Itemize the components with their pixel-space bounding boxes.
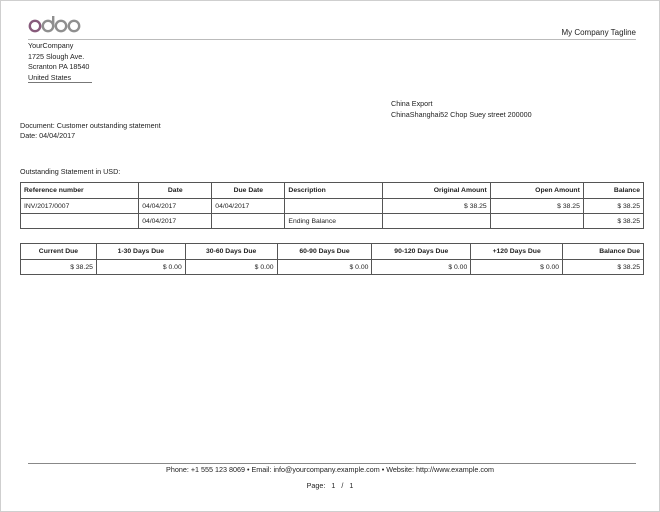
address-underline: [28, 82, 92, 83]
document-info: [20, 121, 161, 141]
company-city: Scranton PA 18540: [28, 62, 90, 72]
col-1-30-days-due: 1-30 Days Due: [96, 244, 185, 260]
table-row: [21, 260, 644, 275]
company-address: [28, 41, 89, 83]
col-60-90-days-due: 60-90 Days Due: [277, 244, 372, 260]
statement-header-row: [21, 183, 644, 199]
cell-120-plus-days-due: $ 0.00: [471, 260, 563, 275]
cell-60-90-days-due: $ 0.00: [277, 260, 372, 275]
cell-90-120-days-due: $ 0.00: [372, 260, 471, 275]
page-current: 1: [331, 481, 336, 490]
footer-contact: Phone: +1 555 123 8069 • Email: info@yourcompany.example.com • Website: http://www.example.com: [166, 465, 494, 474]
cell-reference: INV/2017/0007: [21, 199, 139, 214]
cell-original-amount: $ 38.25: [382, 199, 490, 214]
partner-address: [391, 99, 532, 120]
document-title: Document: Customer outstanding statement: [20, 121, 161, 130]
aging-table: [20, 243, 644, 275]
table-row: [21, 199, 644, 214]
page-label: Page:: [306, 481, 326, 490]
table-row: [21, 214, 644, 229]
page-total: 1: [349, 481, 354, 490]
col-reference-number: Reference number: [21, 183, 139, 199]
header-divider: [28, 39, 636, 40]
company-tagline: My Company Tagline: [561, 28, 636, 37]
cell-date: 04/04/2017: [139, 214, 212, 229]
cell-due-date: [212, 214, 285, 229]
col-30-60-days-due: 30-60 Days Due: [185, 244, 277, 260]
cell-original-amount: [382, 214, 490, 229]
partner-street: ChinaShanghai52 Chop Suey street 200000: [391, 109, 532, 119]
cell-open-amount: $ 38.25: [490, 199, 583, 214]
partner-name: China Export: [391, 99, 433, 108]
aging-header-row: [21, 244, 644, 260]
cell-due-date: 04/04/2017: [212, 199, 285, 214]
statement-table: [20, 182, 644, 229]
col-90-120-days-due: 90-120 Days Due: [372, 244, 471, 260]
col-date: Date: [139, 183, 212, 199]
col-description: Description: [285, 183, 382, 199]
cell-balance: $ 38.25: [583, 214, 643, 229]
footer-divider: [28, 463, 636, 464]
col-open-amount: Open Amount: [490, 183, 583, 199]
cell-reference: [21, 214, 139, 229]
cell-description: [285, 199, 382, 214]
col-balance: Balance: [583, 183, 643, 199]
cell-date: 04/04/2017: [139, 199, 212, 214]
page-counter: [1, 481, 659, 490]
col-current-due: Current Due: [21, 244, 97, 260]
cell-30-60-days-due: $ 0.00: [185, 260, 277, 275]
col-balance-due: Balance Due: [563, 244, 644, 260]
col-due-date: Due Date: [212, 183, 285, 199]
statement-caption: Outstanding Statement in USD:: [20, 167, 121, 176]
document-date: Date: 04/04/2017: [20, 131, 76, 140]
page-separator: /: [341, 481, 344, 490]
odoo-logo: [28, 13, 82, 35]
cell-description: Ending Balance: [285, 214, 382, 229]
company-street: 1725 Slough Ave.: [28, 51, 85, 61]
svg-text:odoo: odoo: [28, 13, 31, 14]
company-country: United States: [28, 72, 72, 82]
cell-balance: $ 38.25: [583, 199, 643, 214]
cell-1-30-days-due: $ 0.00: [96, 260, 185, 275]
company-name: YourCompany: [28, 41, 74, 50]
cell-balance-due: $ 38.25: [563, 260, 644, 275]
col-120-plus-days-due: +120 Days Due: [471, 244, 563, 260]
cell-open-amount: [490, 214, 583, 229]
col-original-amount: Original Amount: [382, 183, 490, 199]
cell-current-due: $ 38.25: [21, 260, 97, 275]
